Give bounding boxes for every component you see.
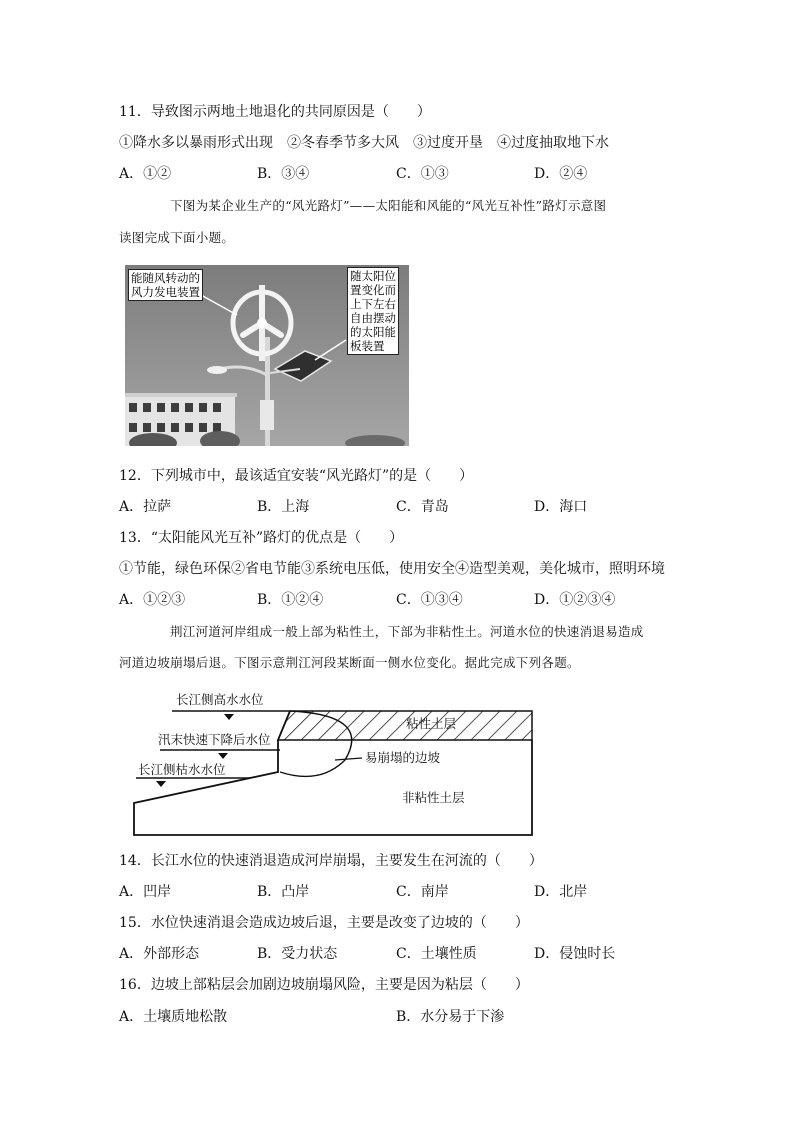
label-non-clay-layer: 非粘性土层 <box>402 790 465 805</box>
riverbank-section-diagram <box>130 690 540 840</box>
q15-option-d[interactable]: D．侵蚀时长 <box>534 946 616 962</box>
q12-option-d[interactable]: D．海口 <box>534 499 588 515</box>
label-clay-layer: 粘性土层 <box>406 716 457 731</box>
q11-option-d[interactable]: D．②④ <box>534 166 588 182</box>
q11-statements: ①降水多以暴雨形式出现 ②冬春季节多大风 ③过度开垦 ④过度抽取地下水 <box>119 135 609 151</box>
q14-option-d[interactable]: D．北岸 <box>534 884 588 900</box>
q14-stem: 14．长江水位的快速消退造成河岸崩塌，主要发生在河流的（ ） <box>119 853 543 869</box>
q13-stem: 13．“太阳能风光互补”路灯的优点是（ ） <box>119 530 404 546</box>
q15-option-b[interactable]: B．受力状态 <box>257 946 338 962</box>
q12-option-b[interactable]: B．上海 <box>257 499 310 515</box>
q13-option-a[interactable]: A．①②③ <box>119 592 186 608</box>
q16-option-b[interactable]: B．水分易于下渗 <box>396 1009 505 1025</box>
q11-stem: 11．导致图示两地土地退化的共同原因是（ ） <box>119 104 431 120</box>
label-high-water-level: 长江侧高水水位 <box>176 692 264 707</box>
q13-option-d[interactable]: D．①②③④ <box>534 592 616 608</box>
photo-caption-wind-turbine: 能随风转动的 风力发电装置 <box>128 269 203 301</box>
q16-option-a[interactable]: A．土壤质地松散 <box>119 1009 228 1025</box>
q12-stem: 12．下列城市中，最该适宜安装“风光路灯”的是（ ） <box>119 468 474 484</box>
q15-stem: 15．水位快速消退会造成边坡后退，主要是改变了边坡的（ ） <box>119 915 529 931</box>
q12-option-c[interactable]: C．青岛 <box>396 499 449 515</box>
intro2-line1: 荆江河道河岸组成一般上部为粘性土，下部为非粘性土。河道水位的快速消退易造成 <box>170 624 644 639</box>
intro1-line1: 下图为某企业生产的“风光路灯”——太阳能和风能的“风光互补性”路灯示意图 <box>170 198 607 213</box>
intro2-line2: 河道边坡崩塌后退。下图示意荆江河段某断面一侧水位变化。据此完成下列各题。 <box>119 655 580 670</box>
q11-option-c[interactable]: C．①③ <box>396 166 449 182</box>
q12-option-a[interactable]: A．拉萨 <box>119 499 172 515</box>
q16-stem: 16．边坡上部粘层会加剧边坡崩塌风险，主要是因为粘层（ ） <box>119 977 529 993</box>
q14-option-b[interactable]: B．凸岸 <box>257 884 310 900</box>
q13-statements: ①节能，绿色环保②省电节能③系统电压低，使用安全④造型美观，美化城市，照明环境 <box>119 561 665 577</box>
q11-option-b[interactable]: B．③④ <box>257 166 310 182</box>
label-after-flood-water-level: 汛末快速下降后水位 <box>158 732 271 747</box>
q13-option-c[interactable]: C．①③④ <box>396 592 463 608</box>
intro1-line2: 读图完成下面小题。 <box>119 230 235 245</box>
label-low-water-level: 长江侧枯水水位 <box>138 762 226 777</box>
q14-option-c[interactable]: C．南岸 <box>396 884 449 900</box>
q15-option-c[interactable]: C．土壤性质 <box>396 946 477 962</box>
q13-option-b[interactable]: B．①②④ <box>257 592 324 608</box>
wind-solar-streetlight-photo <box>125 265 409 446</box>
q15-option-a[interactable]: A．外部形态 <box>119 946 200 962</box>
q14-option-a[interactable]: A．凹岸 <box>119 884 172 900</box>
label-collapsible-slope: 易崩塌的边坡 <box>365 750 441 765</box>
q11-option-a[interactable]: A．①② <box>119 166 172 182</box>
photo-caption-solar-panel: 随太阳位 置变化而 上下左右 自由摆动 的太阳能 板装置 <box>347 267 399 355</box>
